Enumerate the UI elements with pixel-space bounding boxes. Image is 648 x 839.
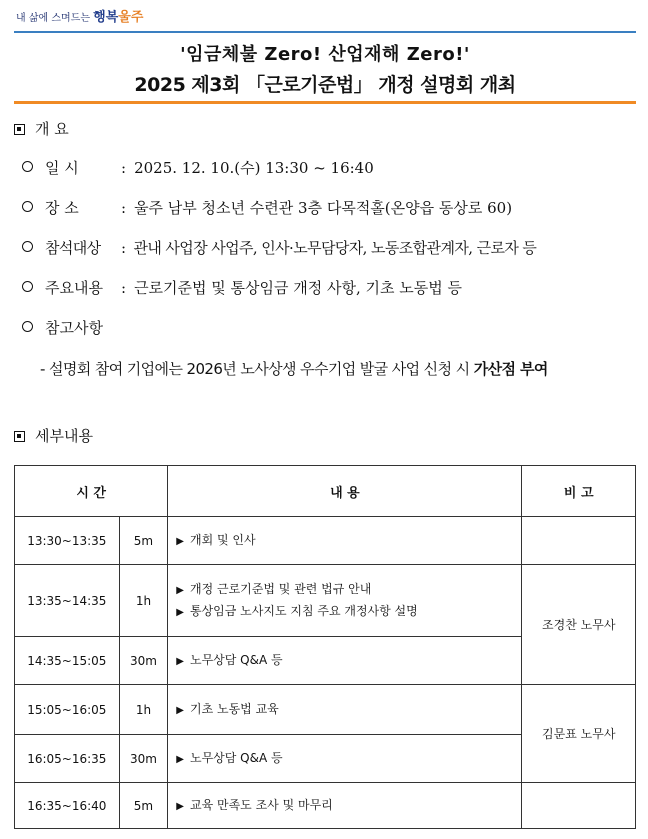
header-content: 내 용: [168, 466, 522, 517]
title-block: [14, 40, 636, 97]
title-line-1: '임금체불 Zero! 산업재해 Zero!': [180, 44, 470, 65]
triangle-bullet-icon: ▶: [176, 753, 184, 765]
table-row: 16:05~16:35 30m ▶ 노무상담 Q&A 등: [15, 735, 636, 783]
overview-item-reference: 참고사항: [22, 317, 103, 338]
table-row: 15:05~16:05 1h ▶ 기초 노동법 교육 김문표 노무사: [15, 685, 636, 735]
overview-heading: 개 요: [14, 118, 69, 139]
logo-slogan: 내 삶에 스며드는: [16, 13, 90, 24]
schedule-table: [14, 465, 636, 829]
overview-item-attendees: 참석대상 : 관내 사업장 사업주, 인사·노무담당자, 노동조합관계자, 근로자 등: [22, 237, 536, 258]
circle-bullet-icon: [22, 321, 33, 332]
triangle-bullet-icon: ▶: [176, 655, 184, 667]
triangle-bullet-icon: ▶: [176, 535, 184, 547]
overview-item-datetime: 일 시 : 2025. 12. 10.(수) 13:30 ~ 16:40: [22, 157, 374, 178]
top-rule: [14, 31, 636, 33]
table-row: 13:35~14:35 1h ▶ 개정 근로기준법 및 관련 법규 안내 ▶ 통상임금 노사지도 지침 주요 개정사항 설명 조경찬 노무사: [15, 565, 636, 637]
table-row: 13:30~13:35 5m ▶ 개회 및 인사: [15, 517, 636, 565]
details-heading: 세부내용: [14, 425, 93, 446]
triangle-bullet-icon: ▶: [176, 606, 184, 618]
bonus-points-text: 가산점 부여: [473, 360, 548, 378]
circle-bullet-icon: [22, 161, 33, 172]
overview-item-place: 장 소 : 울주 남부 청소년 수련관 3층 다목적홀(온양읍 동상로 60): [22, 197, 512, 218]
header-time: 시 간: [15, 466, 168, 517]
square-bullet-icon: [14, 124, 25, 135]
table-row: 14:35~15:05 30m ▶ 노무상담 Q&A 등: [15, 637, 636, 685]
triangle-bullet-icon: ▶: [176, 704, 184, 716]
remark-lecturer-2: 김문표 노무사: [522, 685, 636, 783]
remark-lecturer-1: 조경찬 노무사: [522, 565, 636, 685]
triangle-bullet-icon: ▶: [176, 800, 184, 812]
title-rule: [14, 101, 636, 104]
circle-bullet-icon: [22, 281, 33, 292]
triangle-bullet-icon: ▶: [176, 584, 184, 596]
table-row: 16:35~16:40 5m ▶ 교육 만족도 조사 및 마무리: [15, 783, 636, 829]
table-header-row: [15, 466, 636, 517]
header-remark: 비 고: [522, 466, 636, 517]
header-logo: [16, 6, 143, 25]
logo-brand: 행복울주: [93, 10, 144, 25]
overview-item-contents: 주요내용 : 근로기준법 및 통상임금 개정 사항, 기초 노동법 등: [22, 277, 462, 298]
circle-bullet-icon: [22, 201, 33, 212]
title-line-2: 2025 제3회 「근로기준법」 개정 설명회 개최: [134, 74, 516, 96]
reference-note: - 설명회 참여 기업에는 2026년 노사상생 우수기업 발굴 사업 신청 시 가산점 부여: [40, 360, 548, 378]
square-bullet-icon: [14, 431, 25, 442]
circle-bullet-icon: [22, 241, 33, 252]
